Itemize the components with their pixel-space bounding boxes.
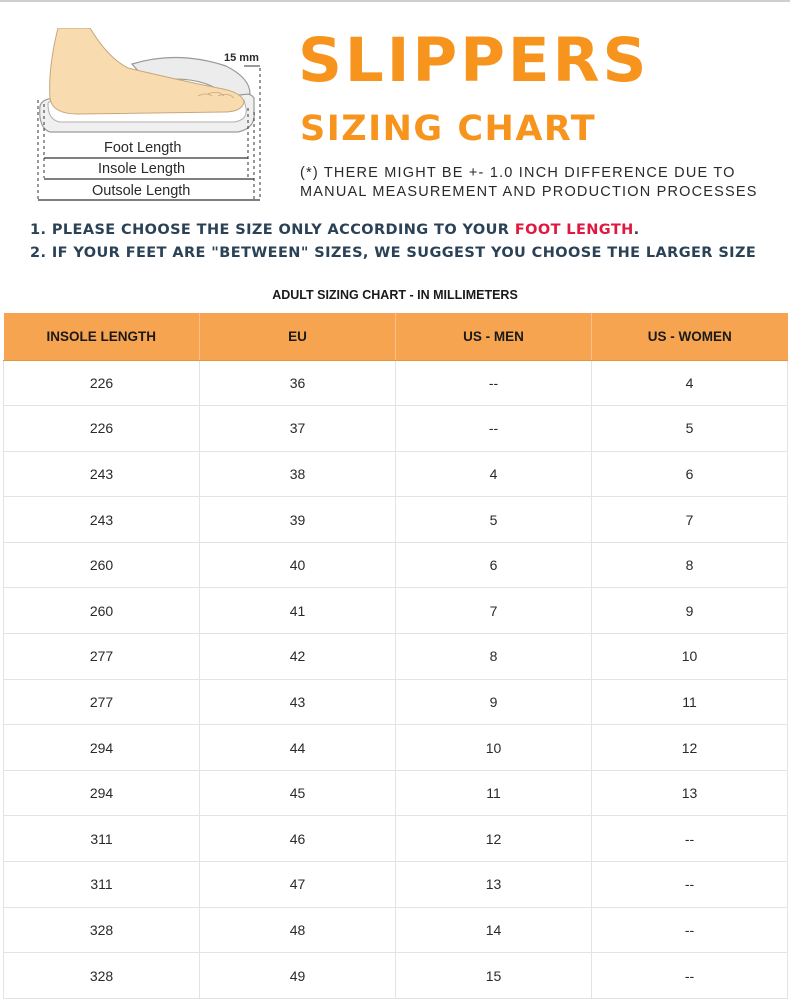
us-women-size-cell: -- [592,862,788,908]
eu-size-cell: 41 [200,588,396,634]
sizing-instructions [30,219,756,265]
us-men-size-cell: 8 [396,634,592,680]
table-caption: ADULT SIZING CHART - IN MILLIMETERS [272,288,518,302]
us-men-size-cell: 5 [396,497,592,543]
eu-size-cell: 40 [200,542,396,588]
disclaimer-line-2: MANUAL MEASUREMENT AND PRODUCTION PROCESSES [300,184,758,200]
table-body [4,360,788,998]
top-border [0,0,790,2]
instruction-1-text: 1. PLEASE CHOOSE THE SIZE ONLY ACCORDING TO YOUR [30,222,515,238]
us-women-size-cell: -- [592,907,788,953]
insole-length-cell: 260 [4,588,200,634]
eu-size-cell: 37 [200,406,396,452]
us-women-size-cell: 12 [592,725,788,771]
insole-length-cell: 311 [4,862,200,908]
table-row [4,953,788,999]
table-row [4,634,788,680]
table-row [4,862,788,908]
us-women-size-cell: 8 [592,542,788,588]
us-women-size-cell: 13 [592,770,788,816]
table-row [4,679,788,725]
insole-length-cell: 294 [4,725,200,771]
us-women-size-cell: 6 [592,451,788,497]
table-row [4,406,788,452]
insole-length-cell: 294 [4,770,200,816]
eu-size-cell: 45 [200,770,396,816]
table-row [4,588,788,634]
eu-size-cell: 42 [200,634,396,680]
us-women-size-cell: -- [592,953,788,999]
us-men-size-cell: -- [396,406,592,452]
us-men-size-cell: 4 [396,451,592,497]
table-header-row [4,313,788,360]
table-row [4,816,788,862]
sizing-table [3,313,788,999]
table-row [4,451,788,497]
eu-size-cell: 36 [200,360,396,406]
us-men-size-cell: 14 [396,907,592,953]
page-subtitle: SIZING CHART [300,109,597,149]
insole-length-cell: 243 [4,497,200,543]
outsole-length-label: Outsole Length [92,183,191,199]
insole-length-cell: 328 [4,907,200,953]
insole-length-cell: 277 [4,634,200,680]
table-row [4,497,788,543]
column-header-eu: EU [200,313,396,360]
us-men-size-cell: 9 [396,679,592,725]
us-men-size-cell: 15 [396,953,592,999]
table-row [4,907,788,953]
us-men-size-cell: 12 [396,816,592,862]
eu-size-cell: 47 [200,862,396,908]
us-men-size-cell: 13 [396,862,592,908]
eu-size-cell: 49 [200,953,396,999]
insole-length-cell: 243 [4,451,200,497]
insole-length-label: Insole Length [98,161,186,177]
eu-size-cell: 43 [200,679,396,725]
eu-size-cell: 39 [200,497,396,543]
us-women-size-cell: 11 [592,679,788,725]
us-women-size-cell: 9 [592,588,788,634]
us-women-size-cell: 7 [592,497,788,543]
column-header-us-women: US - WOMEN [592,313,788,360]
us-women-size-cell: 10 [592,634,788,680]
insole-length-cell: 226 [4,406,200,452]
us-men-size-cell: -- [396,360,592,406]
measurement-disclaimer [300,164,758,202]
eu-size-cell: 48 [200,907,396,953]
us-men-size-cell: 11 [396,770,592,816]
column-header-us-men: US - MEN [396,313,592,360]
us-women-size-cell: 5 [592,406,788,452]
eu-size-cell: 38 [200,451,396,497]
instruction-2: 2. IF YOUR FEET ARE "BETWEEN" SIZES, WE SUGGEST YOU CHOOSE THE LARGER SIZE [30,245,757,261]
table-row [4,770,788,816]
us-men-size-cell: 7 [396,588,592,634]
foot-length-label: Foot Length [104,140,182,156]
instruction-1-suffix: . [633,222,640,238]
page-title: SLIPPERS [298,25,650,96]
us-men-size-cell: 10 [396,725,592,771]
disclaimer-line-1: (*) THERE MIGHT BE +- 1.0 INCH DIFFERENCE DUE TO [300,165,736,181]
eu-size-cell: 46 [200,816,396,862]
table-row [4,542,788,588]
instruction-1-highlight: FOOT LENGTH [514,222,634,238]
insole-length-cell: 328 [4,953,200,999]
eu-size-cell: 44 [200,725,396,771]
us-women-size-cell: -- [592,816,788,862]
column-header-insole-length: INSOLE LENGTH [4,313,200,360]
insole-length-cell: 277 [4,679,200,725]
insole-length-cell: 226 [4,360,200,406]
insole-length-cell: 260 [4,542,200,588]
table-row [4,725,788,771]
instruction-1 [30,219,756,242]
insole-length-cell: 311 [4,816,200,862]
foot-measurement-diagram [28,28,276,208]
table-row [4,360,788,406]
us-men-size-cell: 6 [396,542,592,588]
heel-gap-label: 15 mm [224,52,259,64]
us-women-size-cell: 4 [592,360,788,406]
